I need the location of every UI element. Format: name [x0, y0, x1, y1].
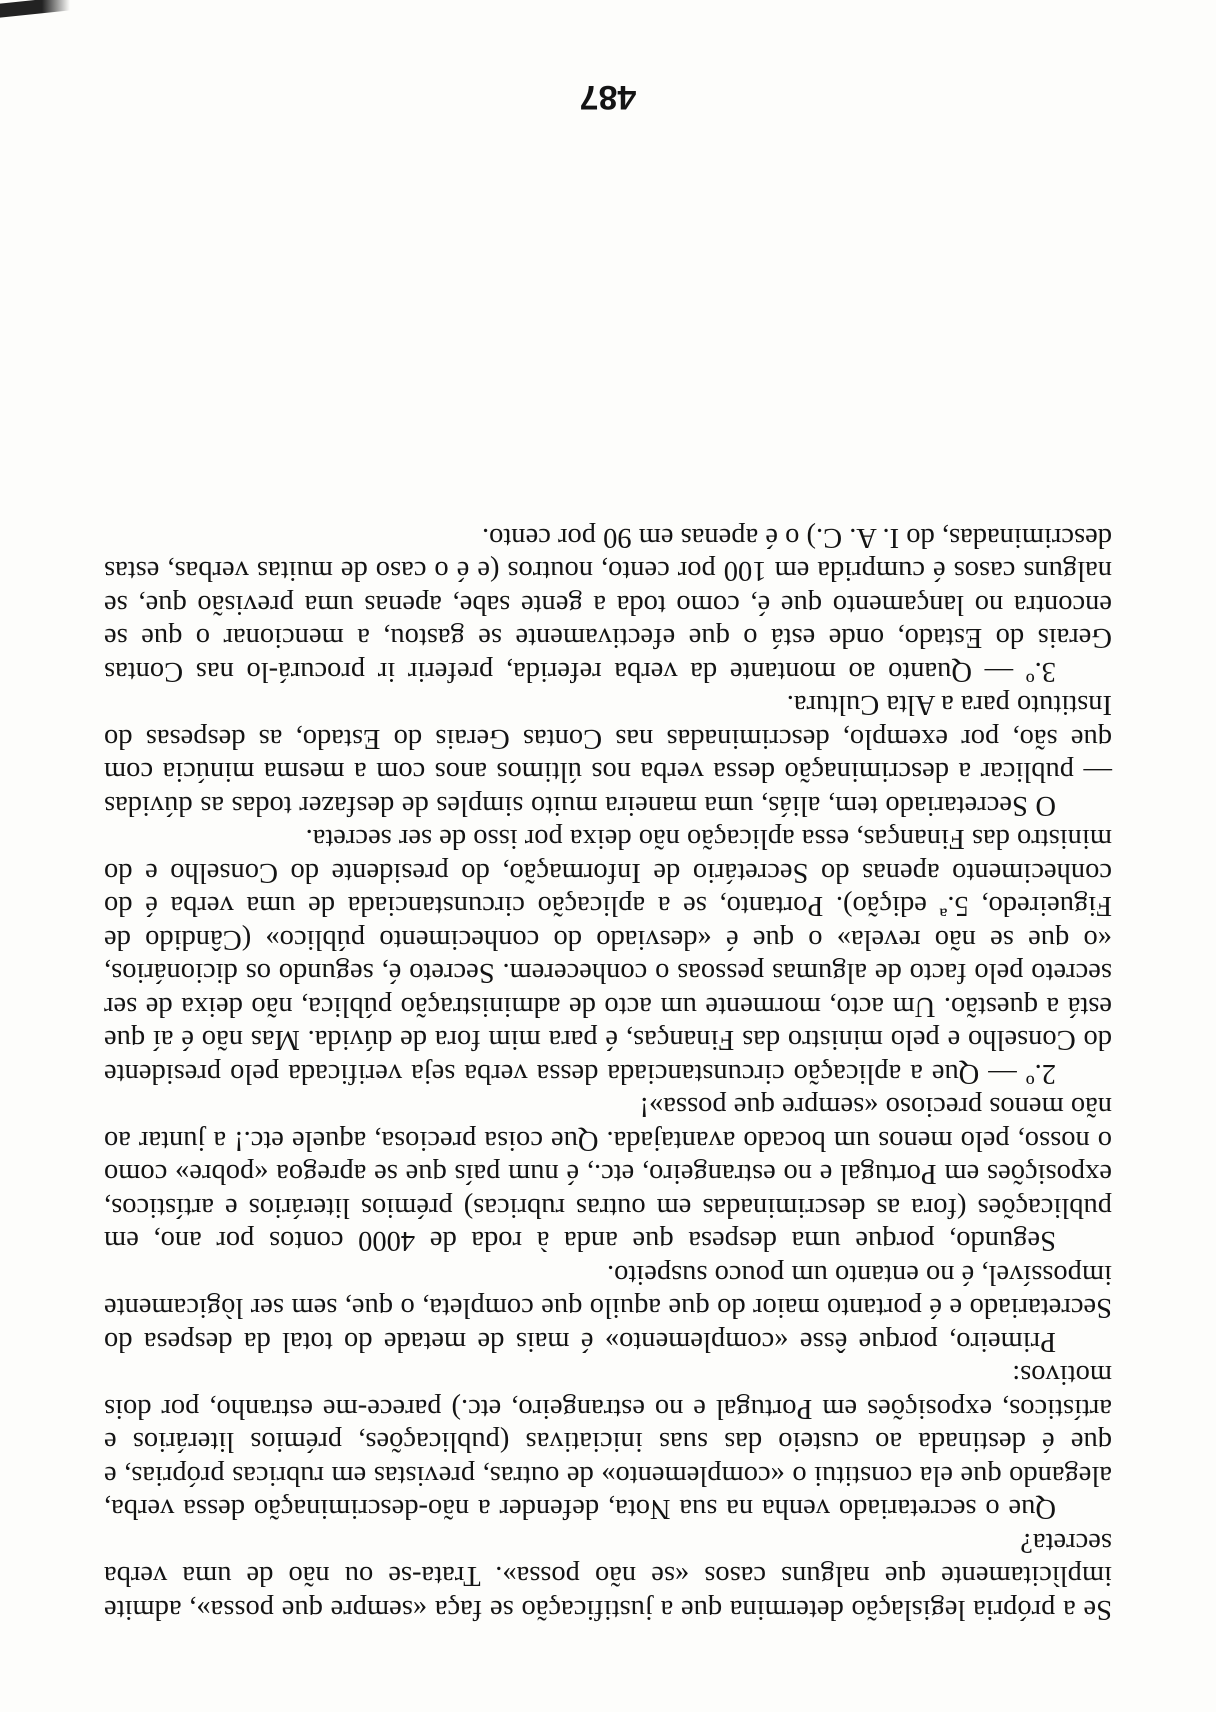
paragraph-2: Que o secretariado venha na sua Nota, defender a não-descriminação dessa verba, alegando que ela constitui o «complemento» de outras, previstas em rubricas próprias, e que é destinada ao custeio das suas iniciativas (publicações, prémios literários e artísticos, exposições em Portugal e no estrangeiro, etc.) parece-me estranho, por dois motivos: [104, 1359, 1112, 1525]
paragraph-3: Primeiro, porque êsse «complemento» é mais de metade do total da despesa do Secretariado e é portanto maior do que aquilo que completa, o que, sem ser lògicamente impossível, é no entanto um pouco suspeito. [104, 1259, 1112, 1357]
scan-corner-mark [0, 0, 70, 18]
body-text [104, 521, 1112, 1627]
paragraph-1: Se a própria legislação determina que a justificação se faça «sempre que possa», admite implìcitamente que nalguns casos «se não possa». Trata-se ou não de uma verba secreta? [104, 1527, 1112, 1625]
page-number: 487 [579, 78, 637, 116]
paragraph-7: 3.º — Quanto ao montante da verba referida, preferir ir procurá-lo nas Contas Gerais do Estado, onde está o que efectivamente se gastou, a mencionar o que se encontra no lançamento que é, como toda a gente sabe, apenas uma previsão que, se nalguns casos é cumprida em 100 por cento, noutros (e é o caso de muitas verbas, estas descriminadas, do I. A. C.) o é apenas em 90 por cento. [104, 522, 1112, 687]
paragraph-5: 2.º — Que a aplicação circunstanciada dessa verba seja verificada pelo presidente do Conselho e pelo ministro das Finanças, é para mim fora de dúvida. Mas não é aí que está a questão. Um acto, mormente um acto de administração pública, não deixa de ser secreto pelo facto de algumas pessoas o conhecerem. Secreto é, segundo os dicionários, «o que se não revela» o que é «desviado do conhecimento público» (Cândido de Figueiredo, 5.ª edição). Portanto, se a aplicação circunstanciada de uma verba é do conhecimento apenas do Secretário de Informação, do presidente do Conselho e do ministro das Finanças, essa aplicação não deixa por isso de ser secreta. [104, 823, 1112, 1089]
paragraph-6: O Secretariado tem, aliás, uma maneira muito simples de desfazer todas as dúvidas — publicar a descriminação dessa verba nos últimos anos com a mesma minúcia com que são, por exemplo, descriminadas nas Contas Gerais do Estado, as despesas do Instituto para a Alta Cultura. [104, 689, 1112, 821]
paragraph-4: Segundo, porque uma despesa que anda à roda de 4000 contos por ano, em publicações (fora as descriminadas em outras rubricas) prémios literários e artísticos, exposições em Portugal e no estrangeiro, etc., é num país que se apregoa «pobre» como o nosso, pelo menos um bocado avantajada. Que coisa preciosa, aquele etc.! a juntar ao não menos precioso «sempre que possa»! [104, 1091, 1112, 1257]
